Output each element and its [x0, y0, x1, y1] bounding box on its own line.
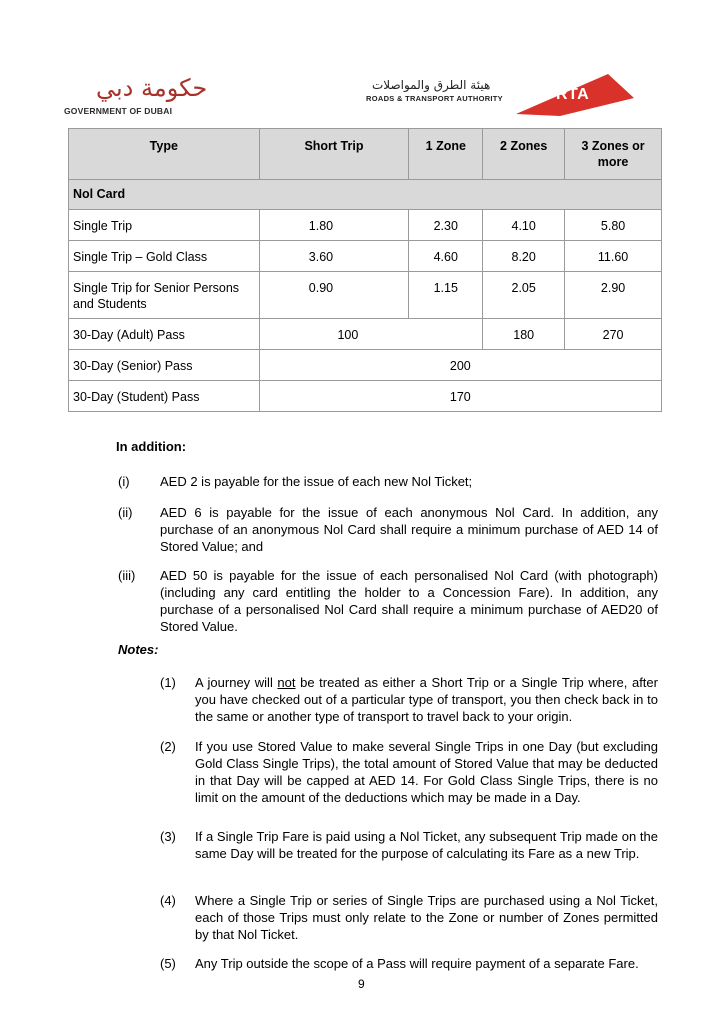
item-label: (iii) [118, 568, 136, 583]
table-row [69, 241, 662, 272]
gov-arabic-text: حكومة دبي [96, 74, 208, 102]
note-label: (4) [160, 893, 176, 908]
cell-z2: 8.20 [483, 241, 565, 272]
cell-short-z1: 100 [259, 319, 483, 350]
note-label: (2) [160, 739, 176, 754]
section-nol-card: Nol Card [69, 180, 662, 210]
note-text: Any Trip outside the scope of a Pass will require payment of a separate Fare. [195, 956, 639, 971]
rta-logo-text: RTA [556, 86, 590, 103]
cell-z2: 2.05 [483, 272, 565, 319]
item-label: (ii) [118, 505, 133, 520]
cell-z1: 1.15 [409, 272, 483, 319]
table-row [69, 272, 662, 319]
table-row [69, 381, 662, 412]
note-label: (1) [160, 675, 176, 690]
row-type: 30-Day (Adult) Pass [69, 319, 260, 350]
table-header-row [69, 129, 662, 180]
cell-short: 0.90 [259, 272, 409, 319]
note-text: Where a Single Trip or series of Single Trips are purchased using a Nol Ticket, each of those Trips must only relate to the Zone or number of Zones permitted by that Nol Ticket. [195, 893, 658, 942]
rta-english-text: ROADS & TRANSPORT AUTHORITY [366, 94, 503, 103]
cell-z2: 180 [483, 319, 565, 350]
row-type: 30-Day (Student) Pass [69, 381, 260, 412]
table-section-row [69, 180, 662, 210]
header-short-trip: Short Trip [259, 129, 409, 180]
cell-short: 1.80 [259, 210, 409, 241]
page-number: 9 [358, 977, 365, 991]
table-row [69, 210, 662, 241]
cell-z1: 2.30 [409, 210, 483, 241]
note-text: If you use Stored Value to make several Single Trips in one Day (but excluding Gold Class Single Trips), the total amount of Stored Value that may be deducted in that Day will be capped at AED 14. For Gold Class Single Trips, there is no limit on the amount of the deductions which may be made in a Day. [195, 739, 658, 805]
note-label: (5) [160, 956, 176, 971]
cell-z3: 270 [565, 319, 662, 350]
row-type: Single Trip [69, 210, 260, 241]
cell-z3: 5.80 [565, 210, 662, 241]
header-3-zones: 3 Zones or more [565, 129, 662, 180]
item-text: AED 50 is payable for the issue of each personalised Nol Card (with photograph) (including any card entitling the holder to a Concession Fare). In addition, any purchase of a personalised Nol Card shall require a minimum purchase of AED20 of Stored Value. [160, 568, 658, 634]
rta-arabic-text: هيئة الطرق والمواصلات [372, 78, 491, 92]
cell-short: 3.60 [259, 241, 409, 272]
table-row [69, 350, 662, 381]
note-text-part: be treated as either a Short Trip or a Single Trip where, after you have checked out of a particular type of transport, you then check back in to the same or another type of transport to travel back to your origin. [195, 675, 658, 724]
note-text-part: A journey will [195, 675, 278, 690]
notes-heading: Notes: [118, 642, 159, 657]
header-2-zones: 2 Zones [483, 129, 565, 180]
table-row [69, 319, 662, 350]
note-underlined-word: not [277, 675, 296, 690]
cell-z3: 2.90 [565, 272, 662, 319]
note-text: If a Single Trip Fare is paid using a Nol Ticket, any subsequent Trip made on the same Day will be treated for the purpose of calculating its Fare as a new Trip. [195, 829, 658, 861]
note-label: (3) [160, 829, 176, 844]
item-label: (i) [118, 474, 130, 489]
gov-english-text: GOVERNMENT OF DUBAI [64, 106, 173, 116]
header-type: Type [69, 129, 260, 180]
cell-all: 170 [259, 381, 661, 412]
cell-all: 200 [259, 350, 661, 381]
fare-table [68, 128, 662, 412]
addition-heading: In addition: [116, 439, 187, 454]
row-type: Single Trip for Senior Persons and Students [69, 272, 260, 319]
row-type: Single Trip – Gold Class [69, 241, 260, 272]
cell-z3: 11.60 [565, 241, 662, 272]
item-text: AED 2 is payable for the issue of each new Nol Ticket; [160, 474, 473, 489]
header-1-zone: 1 Zone [409, 129, 483, 180]
cell-z2: 4.10 [483, 210, 565, 241]
cell-z1: 4.60 [409, 241, 483, 272]
item-text: AED 6 is payable for the issue of each anonymous Nol Card. In addition, any purchase of an anonymous Nol Card shall require a minimum purchase of AED 14 of Stored Value; and [160, 505, 658, 554]
note-text [195, 674, 658, 725]
row-type: 30-Day (Senior) Pass [69, 350, 260, 381]
